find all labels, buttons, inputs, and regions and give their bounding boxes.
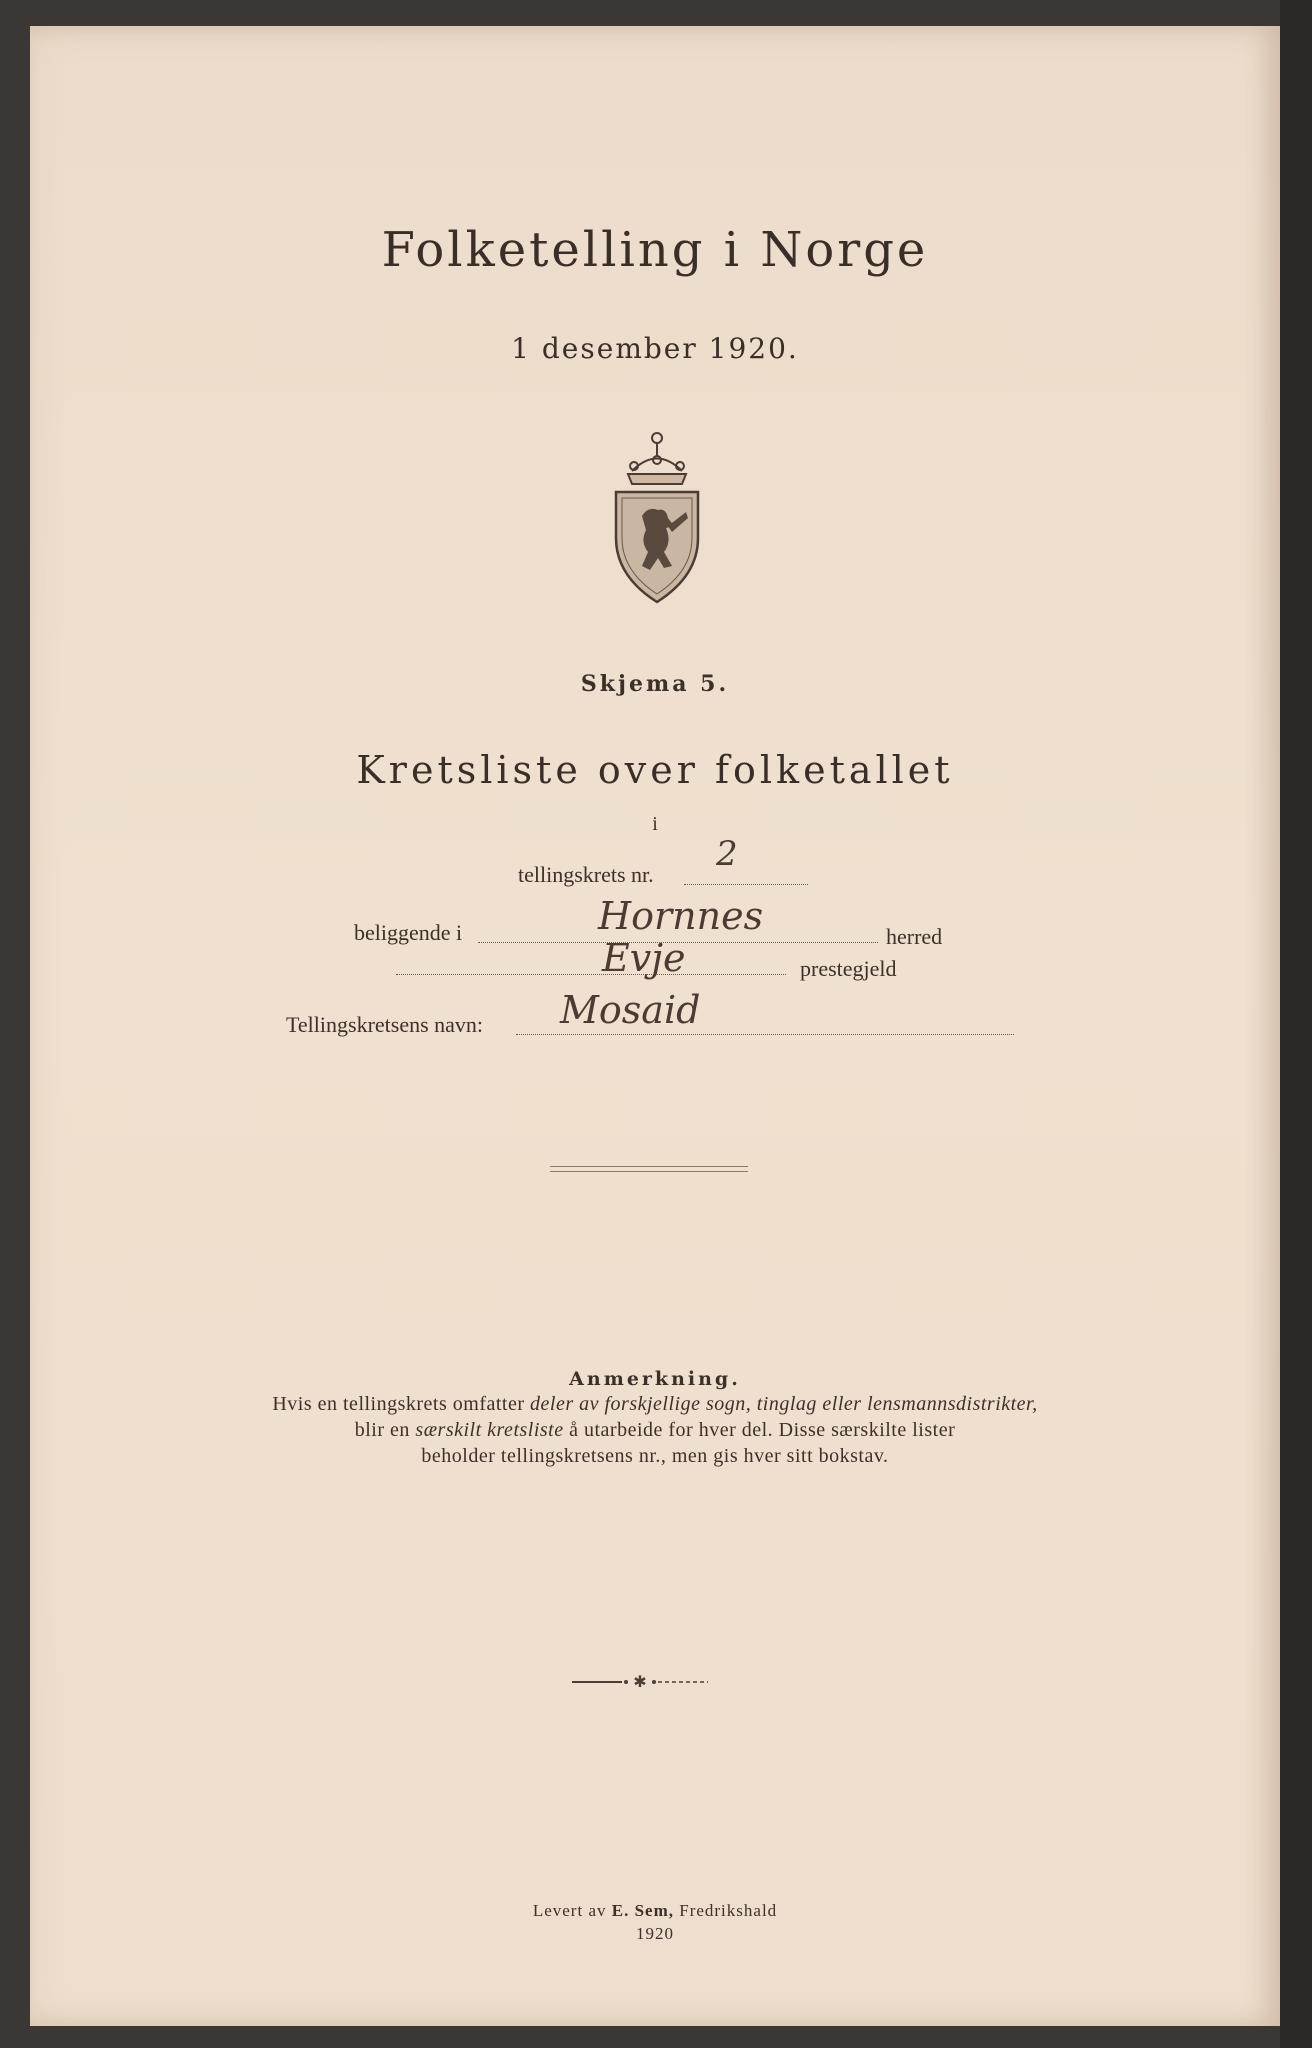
printer-credit: Levert av E. Sem, Fredrikshald [532,1901,778,1920]
svg-text:✱: ✱ [633,1672,647,1691]
form-date: 1 desember 1920. [511,332,799,365]
district-value: 2 [716,834,738,874]
form-title: Folketelling i Norge [381,222,929,278]
note-title: Anmerkning. [569,1368,741,1390]
district-name-value: Mosaid [560,988,701,1032]
schema-number: Skjema 5. [580,671,730,697]
section-divider [550,1166,748,1172]
connector-word: i [652,813,658,835]
district-field-line [684,884,808,885]
printer-year: 1920 [636,1924,674,1943]
located-label: beliggende i [354,920,463,945]
divider-ornament-icon [570,1672,710,1692]
scan-background [1280,0,1312,2048]
norwegian-coat-of-arms-icon [602,426,712,606]
district-name-label: Tellingskretsens navn: [286,1012,484,1037]
parish-field-line [396,974,786,975]
note-line-1: Hvis en tellingskrets omfatter deler av forskjellige sogn, tinglag eller lensmannsdistrikter, [272,1393,1038,1415]
note-line-2: blir en særskilt kretsliste å utarbeide for hver del. Disse særskilte lister [354,1419,956,1441]
note-line-3: beholder tellingskretsens nr., men gis hver sitt bokstav. [421,1445,889,1467]
district-name-field-line [516,1034,1014,1035]
parish-label: prestegjeld [800,956,897,981]
census-form-page [30,26,1280,2026]
located-value: Hornnes [598,894,764,938]
district-label: tellingskrets nr. [518,862,654,887]
form-heading: Kretsliste over folketallet [356,748,954,792]
parish-value: Evje [602,936,686,980]
herred-label: herred [886,924,943,949]
